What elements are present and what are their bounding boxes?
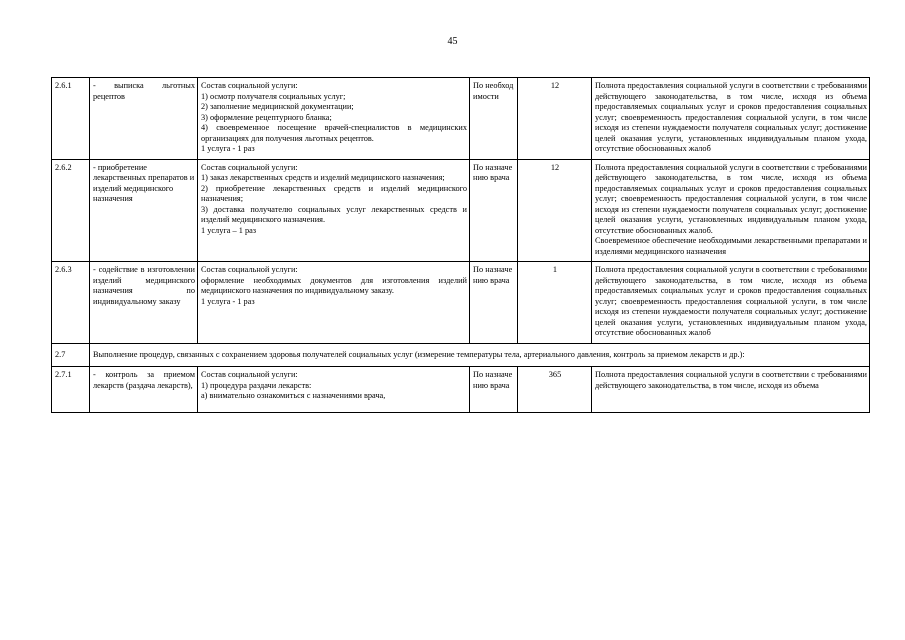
table-row (52, 367, 870, 413)
service-content: Состав социальной услуги: 1) заказ лекарственных средств и изделий медицинского назначения; 2) приобретение лекарственных средств и изделий медицинского назначения; 3) доставка получателю социальных услуг лекарственных средств и изделий медицинского назначения. 1 услуга – 1 раз (198, 159, 470, 262)
table-row (52, 78, 870, 160)
service-quality: Полнота предоставления социальной услуги в соответствии с требованиями действующего законодательства, в том числе, исходя из объема предоставляемых социальных услуг и сроков предоставления социальных услуг; своевременность предоставления социальной услуги, в том числе исходя из степени нуждаемости получателя социальных услуг; достижение целей оказания услуги, установленных индивидуальным планом ухода, отсутствие обоснованных жалоб (592, 78, 870, 160)
service-name: - приобретение лекарственных препаратов и изделий медицинского назначения (90, 159, 198, 262)
service-content: Состав социальной услуги: оформление необходимых документов для изготовления изделий медицинского назначения по индивидуальному заказу. 1 услуга - 1 раз (198, 262, 470, 344)
service-volume: 12 (518, 159, 592, 262)
table-row (52, 159, 870, 262)
table-row (52, 262, 870, 344)
service-quality: Полнота предоставления социальной услуги в соответствии с требованиями действующего законодательства, в том числе, исходя из объема предоставляемых социальных услуг и сроков предоставления социальных услуг; своевременность предоставления социальной услуги, в том числе исходя из степени нуждаемости получателя социальных услуг; достижение целей оказания услуги, установленных индивидуальным планом ухода, отсутствие обоснованных жалоб (592, 262, 870, 344)
service-quality: Полнота предоставления социальной услуги в соответствии с требованиями действующего законодательства, в том числе, исходя из объема (592, 367, 870, 413)
service-volume: 1 (518, 262, 592, 344)
service-content: Состав социальной услуги: 1) процедура раздачи лекарств: а) внимательно ознакомиться с назначениями врача, (198, 367, 470, 413)
section-title: Выполнение процедур, связанных с сохранением здоровья получателей социальных услуг (измерение температуры тела, артериального давления, контроль за приемом лекарств и др.): (90, 343, 870, 367)
service-name: - содействие в изготовлении изделий медицинского назначения по индивидуальному заказу (90, 262, 198, 344)
services-table (51, 77, 870, 413)
section-code: 2.7 (52, 343, 90, 367)
service-volume: 12 (518, 78, 592, 160)
service-quality: Полнота предоставления социальной услуги в соответствии с требованиями действующего законодательства, в том числе, исходя из объема предоставляемых социальных услуг и сроков предоставления социальных услуг; своевременность предоставления социальной услуги, в том числе исходя из степени нуждаемости получателя социальных услуг; достижение целей оказания услуги, установленных индивидуальным планом ухода, отсутствие обоснованных жалоб. Своевременное обеспечение необходимыми лекарственными препаратами и изделиями медицинского назначения (592, 159, 870, 262)
row-code: 2.6.3 (52, 262, 90, 344)
service-period: По назначению врача (470, 367, 518, 413)
service-content: Состав социальной услуги: 1) осмотр получателя социальных услуг; 2) заполнение медицинской документации; 3) оформление рецептурного бланка; 4) своевременное посещение врачей-специалистов в медицинских организациях для получения льготных рецептов. 1 услуга - 1 раз (198, 78, 470, 160)
row-code: 2.6.1 (52, 78, 90, 160)
service-period: По необходимости (470, 78, 518, 160)
service-period: По назначению врача (470, 262, 518, 344)
row-code: 2.7.1 (52, 367, 90, 413)
page-number: 45 (447, 36, 458, 47)
service-name: - контроль за приемом лекарств (раздача лекарств), (90, 367, 198, 413)
service-name: - выписка льготных рецептов (90, 78, 198, 160)
service-period: По назначению врача (470, 159, 518, 262)
service-volume: 365 (518, 367, 592, 413)
section-row (52, 343, 870, 367)
row-code: 2.6.2 (52, 159, 90, 262)
